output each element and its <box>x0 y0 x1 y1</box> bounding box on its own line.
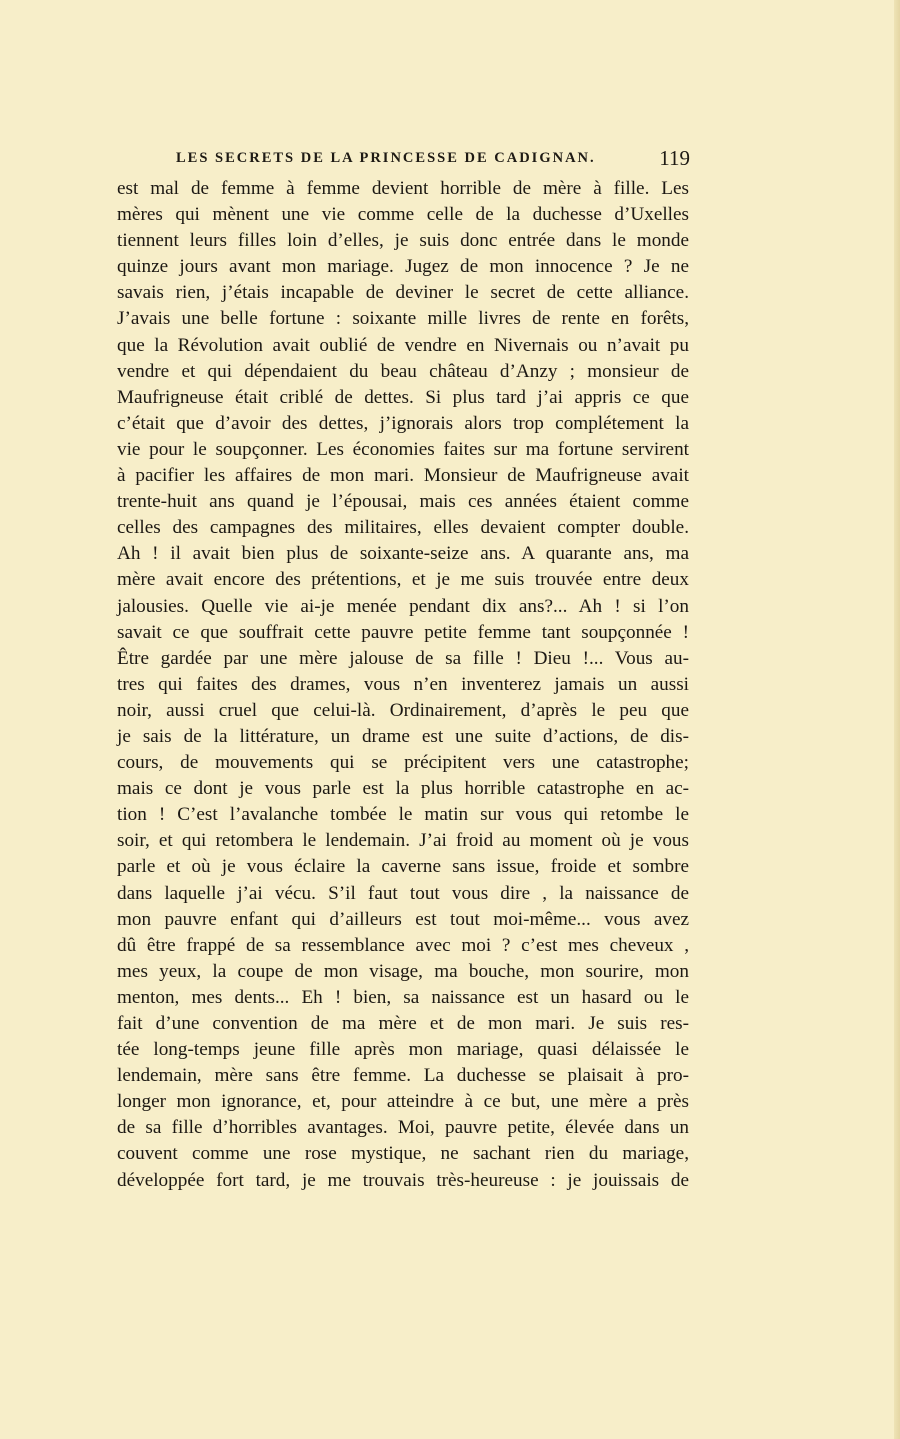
text-line: tres qui faites des drames, vous n’en inventerez jamais un aussi <box>117 673 689 695</box>
text-line: couvent comme une rose mystique, ne sachant rien du mariage, <box>117 1143 689 1165</box>
text-line: tion ! C’est l’avalanche tombée le matin sur vous qui retombe le <box>117 804 689 826</box>
text-line: parle et où je vous éclaire la caverne sans issue, froide et sombre <box>117 856 689 878</box>
text-line: dû être frappé de sa ressemblance avec moi ? c’est mes cheveux , <box>117 934 689 956</box>
text-line: savait ce que souffrait cette pauvre petite femme tant soupçonnée ! <box>117 621 689 643</box>
text-line: mères qui mènent une vie comme celle de la duchesse d’Uxelles <box>117 204 689 226</box>
text-line: c’était que d’avoir des dettes, j’ignorais alors trop complétement la <box>117 412 689 434</box>
page-header <box>176 146 690 172</box>
body-text <box>117 176 689 1194</box>
text-line: longer mon ignorance, et, pour atteindre à ce but, une mère a près <box>117 1091 689 1113</box>
page-edge <box>894 0 900 1439</box>
text-line: à pacifier les affaires de mon mari. Monsieur de Maufrigneuse avait <box>117 465 689 487</box>
text-line: est mal de femme à femme devient horrible de mère à fille. Les <box>117 178 689 199</box>
page-number: 119 <box>659 146 690 170</box>
text-line: dans laquelle j’ai vécu. S’il faut tout vous dire , la naissance de <box>117 882 689 904</box>
text-line: fait d’une convention de ma mère et de mon mari. Je suis res- <box>117 1013 689 1034</box>
text-line: trente-huit ans quand je l’épousai, mais ces années étaient comme <box>117 491 689 513</box>
text-line: Être gardée par une mère jalouse de sa fille ! Dieu !... Vous au- <box>117 647 689 669</box>
text-line: cours, de mouvements qui se précipitent vers une catastrophe; <box>117 752 689 774</box>
text-line: Maufrigneuse était criblé de dettes. Si plus tard j’ai appris ce que <box>117 386 689 408</box>
text-line: je sais de la littérature, un drame est une suite d’actions, de dis- <box>117 725 689 747</box>
text-line: mon pauvre enfant qui d’ailleurs est tout moi-même... vous avez <box>117 908 689 930</box>
text-line: tiennent leurs filles loin d’elles, je suis donc entrée dans le monde <box>117 230 689 252</box>
text-line: développée fort tard, je me trouvais très-heureuse : je jouissais de <box>117 1169 689 1191</box>
text-line: soir, et qui retombera le lendemain. J’ai froid au moment où je vous <box>117 830 689 852</box>
text-line: mes yeux, la coupe de mon visage, ma bouche, mon sourire, mon <box>117 960 689 982</box>
text-line: lendemain, mère sans être femme. La duchesse se plaisait à pro- <box>117 1065 689 1087</box>
text-line: vendre et qui dépendaient du beau château d’Anzy ; monsieur de <box>117 360 689 382</box>
text-line: savais rien, j’étais incapable de deviner le secret de cette alliance. <box>117 282 689 304</box>
text-line: menton, mes dents... Eh ! bien, sa naissance est un hasard ou le <box>117 986 689 1008</box>
text-line: vie pour le soupçonner. Les économies faites sur ma fortune servirent <box>117 438 689 460</box>
text-line: noir, aussi cruel que celui-là. Ordinairement, d’après le peu que <box>117 699 689 721</box>
text-line: J’avais une belle fortune : soixante mille livres de rente en forêts, <box>117 308 689 330</box>
text-line: jalousies. Quelle vie ai-je menée pendant dix ans?... Ah ! si l’on <box>117 595 689 617</box>
text-line: de sa fille d’horribles avantages. Moi, pauvre petite, élevée dans un <box>117 1117 689 1139</box>
text-line: que la Révolution avait oublié de vendre en Nivernais ou n’avait pu <box>117 334 689 356</box>
text-line: mère avait encore des prétentions, et je me suis trouvée entre deux <box>117 569 689 591</box>
text-line: tée long-temps jeune fille après mon mariage, quasi délaissée le <box>117 1039 689 1061</box>
text-line: mais ce dont je vous parle est la plus horrible catastrophe en ac- <box>117 778 689 800</box>
text-line: Ah ! il avait bien plus de soixante-seize ans. A quarante ans, ma <box>117 543 689 565</box>
text-line: celles des campagnes des militaires, elles devaient compter double. <box>117 517 689 539</box>
text-line: quinze jours avant mon mariage. Jugez de mon innocence ? Je ne <box>117 256 689 278</box>
running-title: LES SECRETS DE LA PRINCESSE DE CADIGNAN. <box>176 150 596 166</box>
